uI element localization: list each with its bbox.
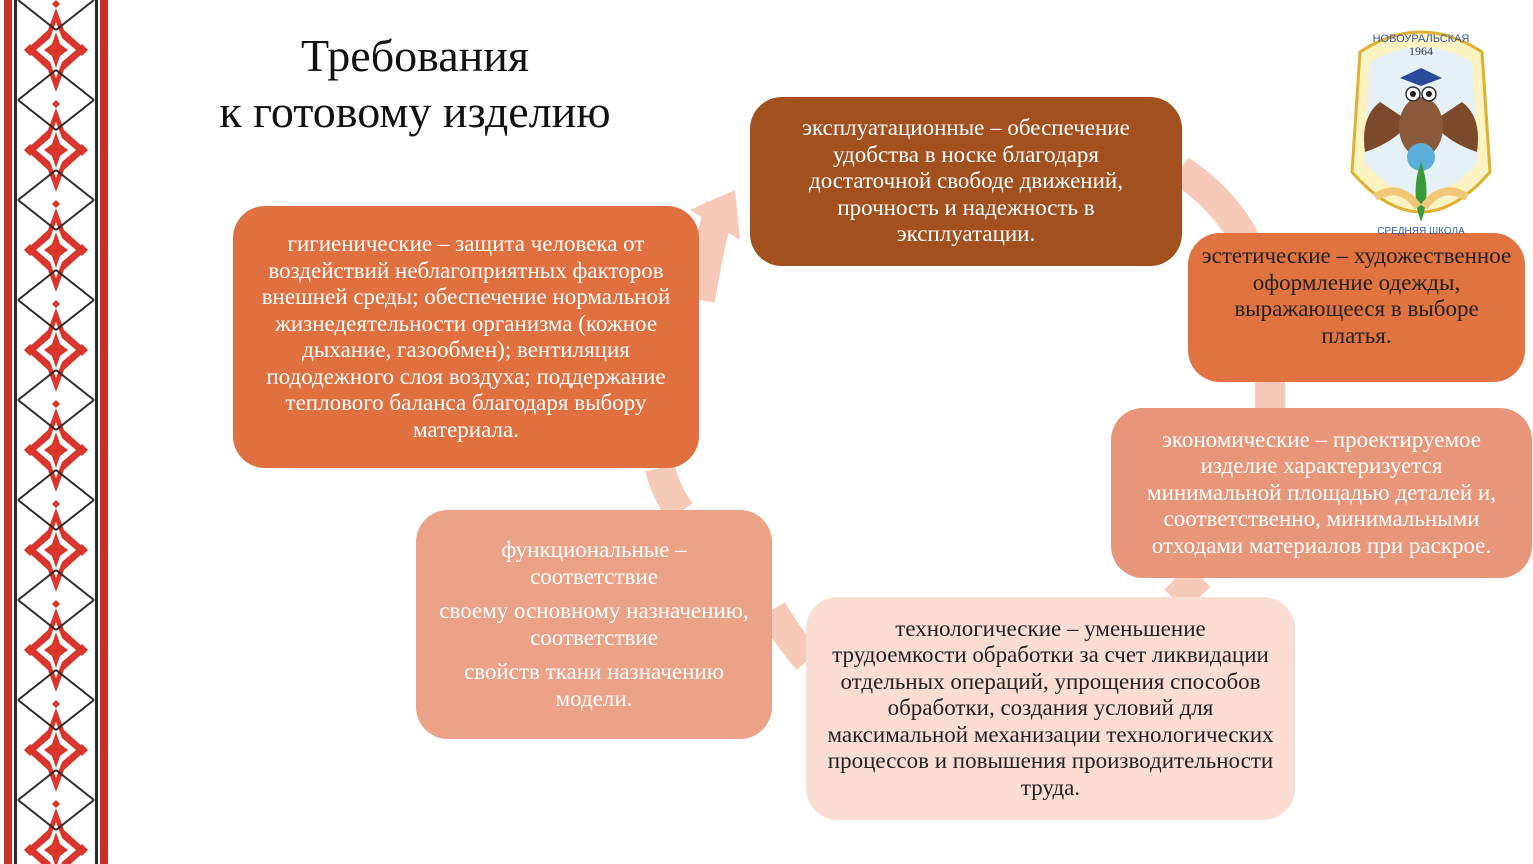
requirement-functional (416, 510, 772, 739)
title-line-1: Требования (300, 30, 530, 81)
logo-year: 1964 (1409, 44, 1433, 58)
requirement-technological-text: технологические – уменьшение трудоемкости обработки за счет ликвидации отдельных операций, упрощения способов обработки, создания условий для максимальной механизации технологических процессов и повышения производительности труда. (827, 615, 1274, 800)
requirement-hygienic (233, 206, 699, 468)
title-line-2: к готовому изделию (219, 86, 611, 137)
requirement-functional-text-2: своему основному назначению, соответствие (439, 598, 749, 650)
requirement-economic-text: экономические – проектируемое изделие характеризуется минимальной площадью деталей и, соответственно, минимальными отходами материалов при раскрое. (1147, 426, 1496, 558)
requirement-technological (806, 597, 1295, 820)
requirement-aesthetic-text: эстетические – художественное оформление одежды, выражающееся в выборе платья. (1201, 243, 1512, 348)
requirement-functional-text-1: функциональные – соответствие (501, 537, 687, 589)
requirement-hygienic-text: гигиенические – защита человека от воздействий неблагоприятных факторов внешней среды; обеспечение нормальной жизнедеятельности организма (кожное дыхание, газообмен); вентиляция пододежного слоя воздуха; поддержание теплового баланса благодаря выбору материала. (261, 231, 671, 442)
requirement-aesthetic (1188, 233, 1525, 382)
requirement-functional-text-3: свойств ткани назначению модели. (464, 659, 724, 711)
requirement-operational (750, 97, 1182, 266)
logo-top-text: НОВОУРАЛЬСКАЯ (1372, 33, 1470, 45)
logo-bottom-text: СРЕДНЯЯ ШКОЛА (1377, 226, 1465, 237)
requirement-operational-text: эксплуатационные – обеспечение удобства в носке благодаря достаточной свободе движений, прочность и надежность в эксплуатации. (802, 115, 1130, 246)
school-logo (1340, 22, 1502, 244)
requirement-economic (1111, 408, 1532, 578)
